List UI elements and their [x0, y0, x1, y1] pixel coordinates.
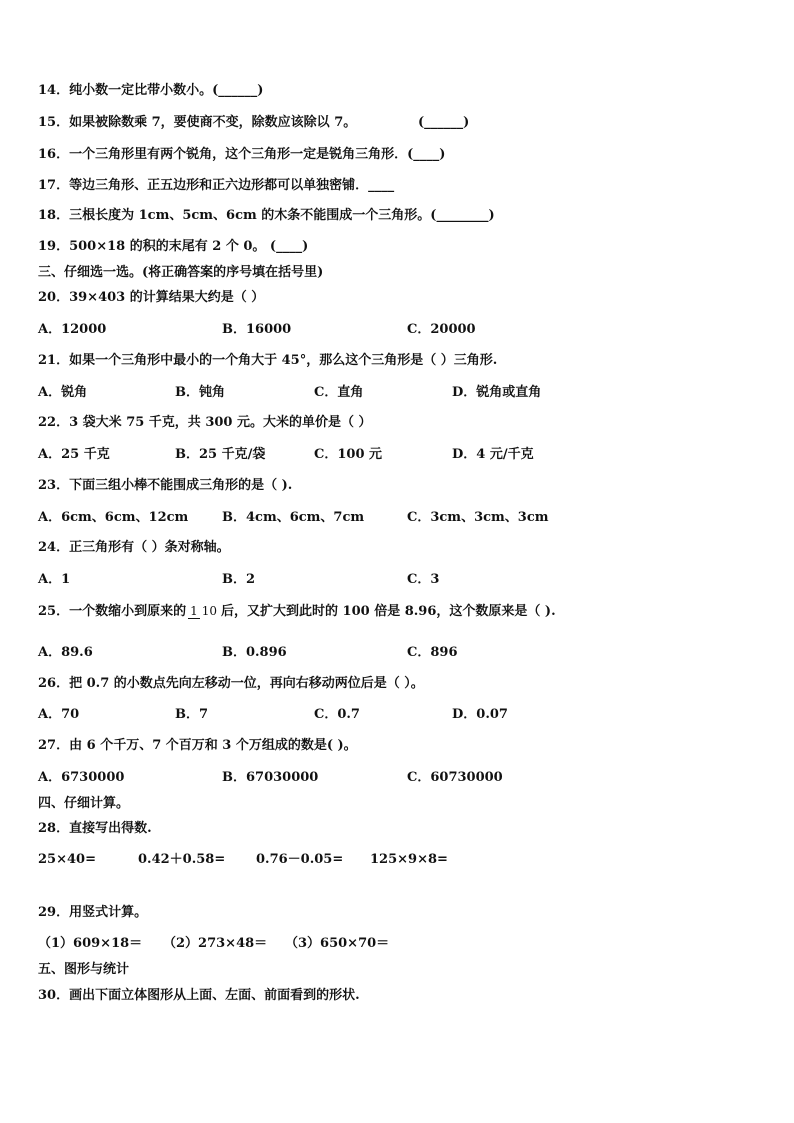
section-4-heading: 四、仔细计算。 — [38, 796, 130, 811]
question-22-option-c: C．100 元 — [314, 447, 383, 462]
calc-item-2: 0.42＋0.58= — [138, 852, 226, 867]
question-21-option-c: C．直角 — [314, 385, 364, 400]
question-25-suffix: 后，又扩大到此时的 100 倍是 8.96，这个数原来是（ ). — [221, 604, 556, 619]
question-22-option-d: D．4 元/千克 — [452, 447, 534, 462]
question-25 — [38, 598, 556, 626]
calc-item-1: 25×40= — [38, 852, 96, 867]
section-5-heading: 五、图形与统计 — [38, 962, 130, 977]
question-20-option-b: B．16000 — [222, 322, 292, 337]
question-15-blank: (______) — [418, 115, 470, 130]
question-19: 19．500×18 的积的末尾有 2 个 0。 (____) — [38, 239, 309, 254]
question-23-option-a: A．6cm、6cm、12cm — [38, 510, 189, 525]
question-23: 23．下面三组小棒不能围成三角形的是（ ). — [38, 478, 293, 493]
question-24: 24．正三角形有（ ）条对称轴。 — [38, 540, 230, 555]
question-26-option-a: A．70 — [38, 707, 80, 722]
fraction-one-tenth — [188, 605, 219, 619]
section-3-heading: 三、仔细选一选。(将正确答案的序号填在括号里) — [38, 265, 324, 280]
question-26-option-c: C．0.7 — [314, 707, 360, 722]
question-21: 21．如果一个三角形中最小的一个角大于 45°，那么这个三角形是（ ）三角形. — [38, 353, 498, 368]
question-20-option-a: A．12000 — [38, 322, 107, 337]
question-15: 15．如果被除数乘 7，要使商不变，除数应该除以 7。 — [38, 115, 357, 130]
question-25-option-c: C．896 — [407, 645, 458, 660]
question-28: 28．直接写出得数. — [38, 821, 152, 836]
question-27-option-c: C．60730000 — [407, 770, 503, 785]
question-21-option-d: D．锐角或直角 — [452, 385, 542, 400]
question-22-option-b: B．25 千克/袋 — [175, 447, 266, 462]
question-20: 20．39×403 的计算结果大约是（ ） — [38, 290, 265, 305]
calc-item-3: 0.76－0.05= — [256, 852, 344, 867]
vertical-calc-1: （1）609×18＝ — [38, 936, 143, 951]
question-24-option-b: B．2 — [222, 572, 256, 587]
vertical-calc-3: （3）650×70＝ — [285, 936, 390, 951]
question-21-option-a: A．锐角 — [38, 385, 88, 400]
question-17: 17．等边三角形、正五边形和正六边形都可以单独密铺．____ — [38, 178, 395, 193]
question-26-option-d: D．0.07 — [452, 707, 508, 722]
fraction-denominator: 10 — [201, 603, 218, 618]
calc-item-4: 125×9×8= — [370, 852, 448, 867]
question-26: 26．把 0.7 的小数点先向左移动一位，再向右移动两位后是（ ）。 — [38, 676, 424, 691]
question-27: 27．由 6 个千万、7 个百万和 3 个万组成的数是( )。 — [38, 738, 357, 753]
fraction-numerator: 1 — [190, 603, 198, 618]
question-24-option-c: C．3 — [407, 572, 440, 587]
question-23-option-b: B．4cm、6cm、7cm — [222, 510, 365, 525]
question-20-option-c: C．20000 — [407, 322, 476, 337]
question-26-option-b: B．7 — [175, 707, 209, 722]
question-25-option-a: A．89.6 — [38, 645, 93, 660]
question-25-option-b: B．0.896 — [222, 645, 287, 660]
question-22: 22．3 袋大米 75 千克，共 300 元。大米的单价是（ ） — [38, 415, 372, 430]
question-16: 16．一个三角形里有两个锐角，这个三角形一定是锐角三角形．(____) — [38, 147, 446, 162]
question-30: 30．画出下面立体图形从上面、左面、前面看到的形状. — [38, 988, 360, 1003]
question-23-option-c: C．3cm、3cm、3cm — [407, 510, 549, 525]
question-27-option-b: B．67030000 — [222, 770, 319, 785]
question-14: 14．纯小数一定比带小数小。(______) — [38, 83, 264, 98]
question-27-option-a: A．6730000 — [38, 770, 125, 785]
question-18: 18．三根长度为 1cm、5cm、6cm 的木条不能围成一个三角形。(________) — [38, 208, 495, 223]
question-21-option-b: B．钝角 — [175, 385, 225, 400]
question-22-option-a: A．25 千克 — [38, 447, 110, 462]
question-29: 29．用竖式计算。 — [38, 905, 148, 920]
vertical-calc-2: （2）273×48＝ — [163, 936, 268, 951]
question-24-option-a: A．1 — [38, 572, 71, 587]
question-25-prefix: 25．一个数缩小到原来的 — [38, 604, 187, 619]
